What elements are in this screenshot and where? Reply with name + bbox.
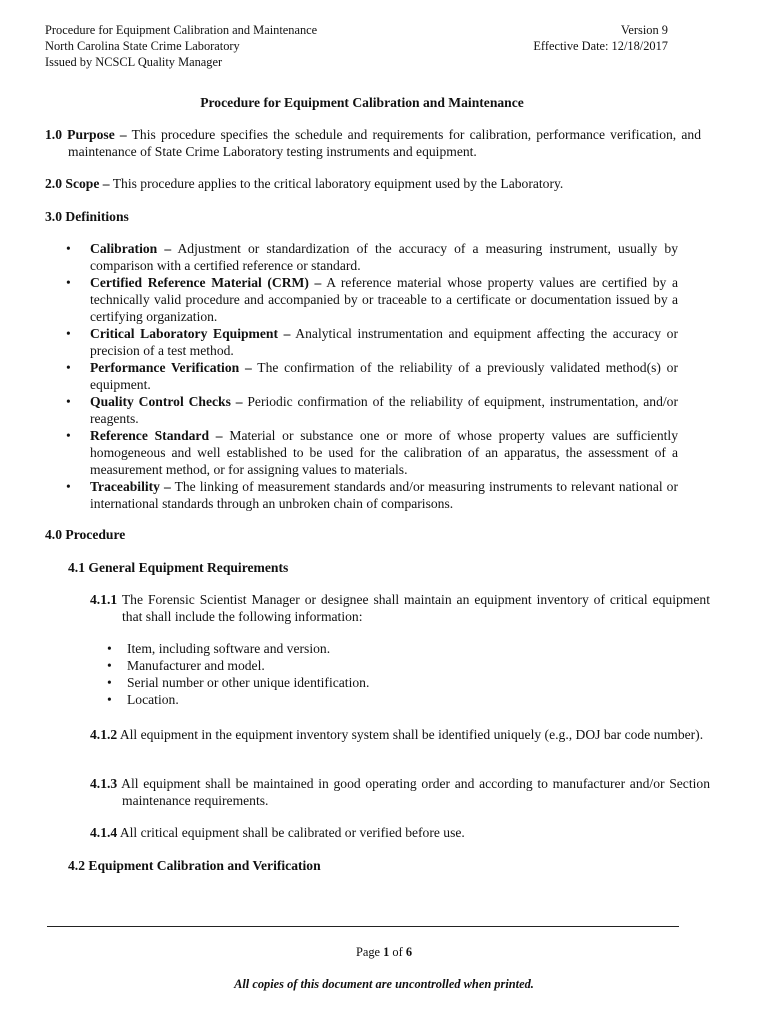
bullet-icon: • xyxy=(107,692,112,707)
definition-item xyxy=(45,240,678,274)
header-lab-name: North Carolina State Crime Laboratory xyxy=(45,39,240,53)
list-item-text: Location. xyxy=(127,692,179,707)
definition-item xyxy=(45,478,678,512)
bullet-icon: • xyxy=(107,658,112,673)
list-item xyxy=(107,640,620,657)
list-item-text: Serial number or other unique identification. xyxy=(127,675,370,690)
general-requirements-heading: 4.1 General Equipment Requirements xyxy=(68,560,289,575)
definition-item xyxy=(45,427,678,478)
definition-item xyxy=(45,325,678,359)
section-text: All equipment in the equipment inventory system shall be identified uniquely (e.g., DOJ bar code number). xyxy=(117,727,704,742)
definition-term: Performance Verification – xyxy=(90,360,252,375)
section-number: 4.1.3 xyxy=(90,776,118,791)
bullet-icon: • xyxy=(66,360,71,375)
definition-item xyxy=(45,359,678,393)
list-item-text: Manufacturer and model. xyxy=(127,658,265,673)
definition-text: A reference material whose property values are certified by a technically valid procedure and accompanied by or traceable to a certificate or documentation issued by a certifying organization. xyxy=(90,275,678,324)
purpose-label: 1.0 Purpose – xyxy=(45,127,127,142)
definition-text: Material or substance one or more of whose property values are sufficiently homogeneous and well established to be used for the calibration of an apparatus, the assessment of a measurement method, or for assigning values to materials. xyxy=(90,428,678,477)
bullet-icon: • xyxy=(66,275,71,290)
section-4-1-3 xyxy=(90,775,710,809)
header-issuer: Issued by NCSCL Quality Manager xyxy=(45,55,223,69)
definition-term: Reference Standard – xyxy=(90,428,223,443)
bullet-icon: • xyxy=(66,326,71,341)
definitions-heading: 3.0 Definitions xyxy=(45,209,129,224)
section-number: 4.1.2 xyxy=(90,727,118,742)
list-item xyxy=(107,691,620,708)
procedure-heading: 4.0 Procedure xyxy=(45,527,126,542)
section-text: The Forensic Scientist Manager or designee shall maintain an equipment inventory of critical equipment that shall include the following information: xyxy=(117,592,710,624)
definition-term: Critical Laboratory Equipment – xyxy=(90,326,291,341)
section-number: 4.1.1 xyxy=(90,592,118,607)
definition-text: Periodic confirmation of the reliability of equipment, instrumentation, and/or reagents. xyxy=(90,394,678,426)
inventory-info-list xyxy=(107,640,620,708)
bullet-icon: • xyxy=(107,641,112,656)
calibration-heading: 4.2 Equipment Calibration and Verification xyxy=(68,858,321,873)
definition-term: Certified Reference Material (CRM) – xyxy=(90,275,322,290)
section-text: All equipment shall be maintained in good operating order and according to manufacturer and/or Section maintenance requirements. xyxy=(117,776,710,808)
section-number: 4.1.4 xyxy=(90,825,118,840)
definition-term: Traceability – xyxy=(90,479,171,494)
document-title: Procedure for Equipment Calibration and Maintenance xyxy=(200,95,524,110)
definitions-list xyxy=(45,240,678,512)
page-current: 1 xyxy=(383,945,390,959)
definition-item xyxy=(45,393,678,427)
definition-text: Analytical instrumentation and equipment affecting the accuracy or precision of a test method. xyxy=(90,326,678,358)
page-of: of xyxy=(389,945,406,959)
list-item-text: Item, including software and version. xyxy=(127,641,331,656)
header-version: Version 9 xyxy=(620,23,668,37)
list-item xyxy=(107,674,620,691)
bullet-icon: • xyxy=(66,479,71,494)
definition-text: The confirmation of the reliability of a previously validated method(s) or equipment. xyxy=(90,360,679,392)
bullet-icon: • xyxy=(66,428,71,443)
page-total: 6 xyxy=(405,945,413,959)
header-right xyxy=(500,22,668,54)
section-4-1-2 xyxy=(90,726,710,743)
scope-label: 2.0 Scope – xyxy=(45,176,110,191)
purpose-text: This procedure specifies the schedule and requirements for calibration, performance verification, and maintenance of State Crime Laboratory testing instruments and equipment. xyxy=(68,127,701,159)
section-4-1-1 xyxy=(90,591,710,625)
scope-paragraph xyxy=(45,175,678,192)
list-item xyxy=(107,657,620,674)
bullet-icon: • xyxy=(66,394,71,409)
definition-text: The linking of measurement standards and/or measuring instruments to relevant national or international standards through an unbroken chain of comparisons. xyxy=(90,479,678,511)
purpose-paragraph xyxy=(45,126,701,160)
header-effective-date: Effective Date: 12/18/2017 xyxy=(533,39,668,53)
uncontrolled-notice: All copies of this document are uncontrolled when printed. xyxy=(234,977,534,991)
page-number xyxy=(0,944,768,961)
page-prefix: Page xyxy=(355,945,384,959)
scope-text: This procedure applies to the critical laboratory equipment used by the Laboratory. xyxy=(109,176,564,191)
header-left xyxy=(45,22,317,70)
section-text: All critical equipment shall be calibrated or verified before use. xyxy=(117,825,465,840)
definition-term: Calibration – xyxy=(90,241,172,256)
footer-divider xyxy=(47,926,679,927)
definition-term: Quality Control Checks – xyxy=(90,394,243,409)
bullet-icon: • xyxy=(107,675,112,690)
header-doc-title: Procedure for Equipment Calibration and Maintenance xyxy=(45,23,318,37)
definition-text: Adjustment or standardization of the accuracy of a measuring instrument, usually by comparison with a certified reference or standard. xyxy=(90,241,678,273)
section-4-1-4 xyxy=(90,824,710,841)
bullet-icon: • xyxy=(66,241,71,256)
definition-item xyxy=(45,274,678,325)
